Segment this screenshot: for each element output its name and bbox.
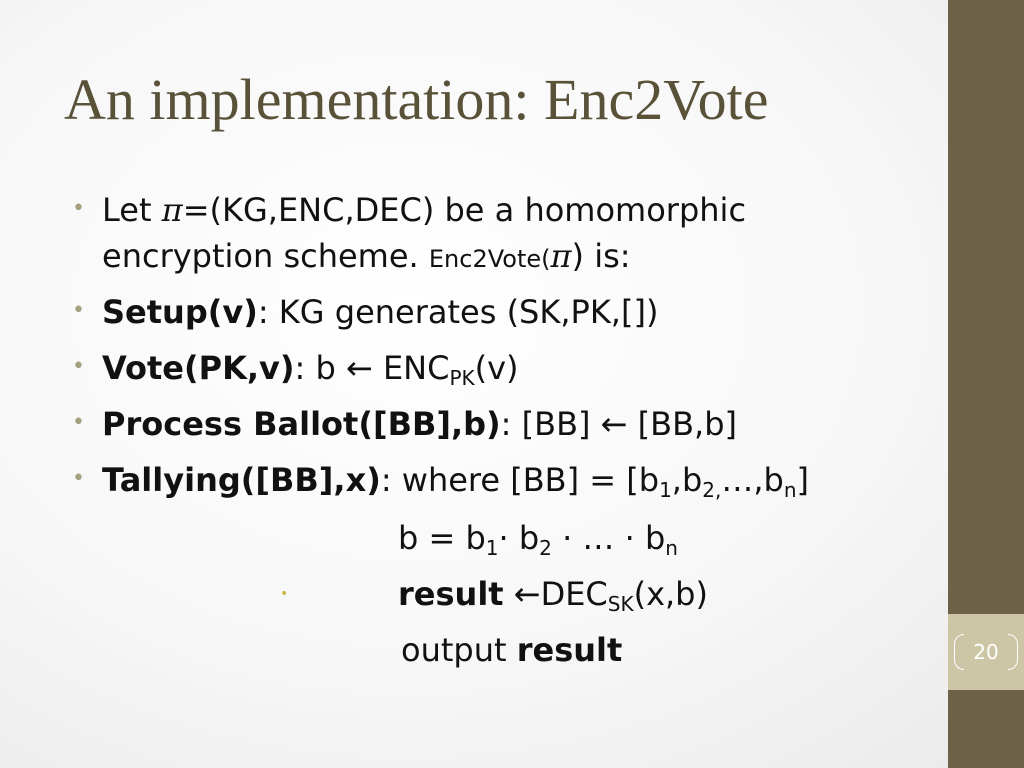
bullet-icon: • bbox=[72, 298, 85, 323]
bullet-process bbox=[102, 404, 737, 444]
page-number bbox=[954, 634, 1018, 670]
subscript: 2, bbox=[702, 478, 722, 502]
text: (x,b) bbox=[633, 575, 708, 613]
tally-label: Tallying([BB],x) bbox=[102, 461, 381, 499]
bullet-tally bbox=[102, 460, 809, 500]
enc2vote-label: Enc2Vote( bbox=[428, 245, 551, 273]
pi-symbol: π bbox=[161, 191, 183, 229]
text: …,b bbox=[721, 461, 784, 499]
subscript: 1 bbox=[659, 478, 672, 502]
bullet-icon: • bbox=[72, 410, 85, 435]
subscript: PK bbox=[449, 366, 475, 390]
vote-label: Vote(PK,v) bbox=[102, 349, 295, 387]
subscript: n bbox=[783, 478, 797, 502]
subscript: SK bbox=[607, 592, 634, 616]
text: (v) bbox=[474, 349, 519, 387]
text: output bbox=[401, 631, 517, 669]
pi-symbol: π bbox=[550, 237, 572, 275]
text: encryption scheme. bbox=[102, 237, 429, 275]
text: : where [BB] = [b bbox=[380, 461, 660, 499]
tally-result-line bbox=[398, 574, 708, 614]
subscript: n bbox=[665, 536, 678, 560]
text: · b bbox=[498, 519, 540, 557]
text: ) is: bbox=[571, 237, 631, 275]
page-number-box bbox=[948, 614, 1024, 690]
left-bracket-icon bbox=[954, 634, 964, 670]
text: Let bbox=[102, 191, 162, 229]
result-label: result bbox=[398, 575, 504, 613]
bullet-icon: • bbox=[280, 586, 289, 602]
bullet-vote bbox=[102, 348, 519, 388]
process-text: : [BB] ← [BB,b] bbox=[500, 405, 738, 443]
bullet-intro-line2 bbox=[102, 236, 631, 279]
right-bracket-icon bbox=[1008, 634, 1018, 670]
process-label: Process Ballot([BB],b) bbox=[102, 405, 501, 443]
text: =(KG,ENC,DEC) be a homomorphic bbox=[182, 191, 747, 229]
tally-output-line bbox=[401, 630, 622, 670]
bullet-icon: • bbox=[72, 354, 85, 379]
setup-label: Setup(v) bbox=[102, 293, 258, 331]
setup-text: : KG generates (SK,PK,[]) bbox=[257, 293, 659, 331]
text: ←DEC bbox=[503, 575, 608, 613]
subscript: 2 bbox=[539, 536, 552, 560]
text: ] bbox=[796, 461, 810, 499]
page-number-text: 20 bbox=[973, 640, 999, 664]
bullet-icon: • bbox=[72, 196, 85, 221]
text: : b ← ENC bbox=[294, 349, 450, 387]
text: ,b bbox=[671, 461, 703, 499]
subscript: 1 bbox=[485, 536, 499, 560]
bullet-setup bbox=[102, 292, 658, 332]
bullet-intro-line1 bbox=[102, 190, 746, 230]
tally-product-line bbox=[398, 518, 678, 558]
bullet-icon: • bbox=[72, 466, 85, 491]
text: b = b bbox=[398, 519, 486, 557]
text: · … · b bbox=[551, 519, 666, 557]
result-label: result bbox=[516, 631, 623, 669]
slide-title: An implementation: Enc2Vote bbox=[64, 67, 769, 132]
